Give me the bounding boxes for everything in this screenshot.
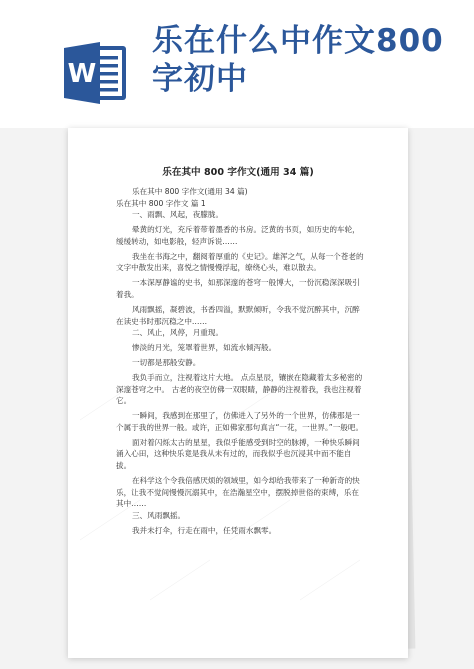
document-title: 乐在其中 800 字作文(通用 34 篇) (162, 167, 314, 178)
word-logo-letter: W (67, 59, 97, 89)
section-heading: 乐在其中 800 字作文 篇 1 (116, 198, 206, 208)
paragraph: 一本深厚静谧的史书，如那深邃的苍穹一般博大，一份沉稳深深吸引着我。 (116, 278, 360, 299)
word-document-icon (64, 40, 128, 106)
document-body (116, 186, 366, 536)
paragraph: 一瞬间，我感到在那里了，仿佛进入了另外的一个世界，仿佛那是一个属于我的世界一般。或许，正如佛家那句真言“一花，一世界。”一般吧。 (116, 411, 364, 432)
page-title: 乐在什么中作文800字初中 (152, 23, 444, 97)
document-subtitle: 乐在其中 800 字作文(通用 34 篇) (131, 187, 248, 196)
paragraph: 我坐在书海之中，翻阅着厚重的《史记》。雄浑之气，从每一个苍老的文字中散发出来，喜悦之情慢慢浮起，缭绕心头，难以散去。 (116, 251, 364, 273)
document-page (68, 128, 408, 658)
paragraph: 面对着闪烁太古的星星，我似乎能感受到时空的脉搏，一种快乐瞬间涌入心田，这种快乐竟是我从未有过的，而我似乎也沉浸其中而不能自拔。 (116, 437, 360, 470)
paragraph: 晕黄的灯光，充斥着带着墨香的书房。泛黄的书页，如历史的车轮，缓缓转动，如电影般，轻声诉说…… (116, 225, 360, 246)
paragraph: 二、风止，风停，月重现。 (131, 328, 224, 338)
paragraph: 一、雨飘、风起，夜朦胧。 (131, 210, 224, 220)
paragraph: 在科学这个令我倍感厌烦的领域里，如今却给我带来了一种新奇的快乐，让我不觉间慢慢沉溺其中，在浩瀚星空中，摆脱掉世俗的束缚，乐在其中…… (116, 475, 360, 509)
paragraph: 我负手而立，注视着这片大地。 点点星辰，镶嵌在隐藏着太多秘密的深邃苍穹之中。 古老的夜空仿佛一双眼睛，静静的注视着我，我也注视着它。 (116, 373, 363, 406)
paragraph: 我并未打伞，行走在雨中，任凭雨水飘零。 (131, 525, 277, 535)
paragraph: 风雨飘摇，凝碧波，书香四溢，默默倾听，令我不觉沉醉其中，沉醉在读史书时那沉稳之中…… (116, 304, 360, 326)
header-banner (0, 0, 474, 128)
paragraph: 三、风雨飘摇。 (131, 510, 186, 520)
paragraph: 惨淡的月光，笼罩着世界，如流水倾泻般。 (131, 343, 277, 353)
paragraph: 一切都是那般安静。 (131, 358, 201, 368)
